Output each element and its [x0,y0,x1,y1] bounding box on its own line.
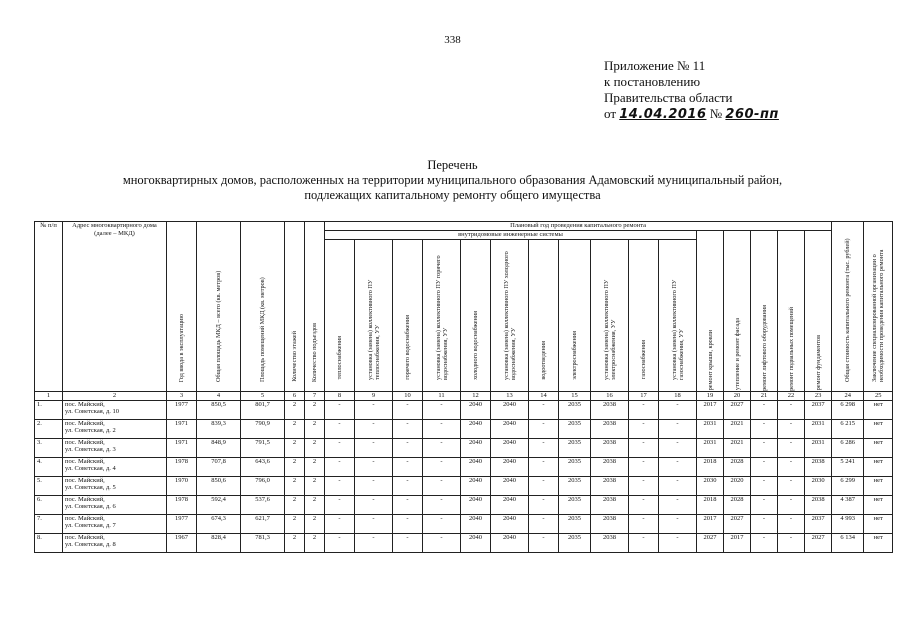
row-cell: 2018 [697,457,724,476]
row-cell: 537,6 [241,495,285,514]
address-line: ул. Советская, д. 8 [65,541,116,548]
row-cell: 2038 [591,514,629,533]
row-cell: - [778,400,805,419]
row-cell: нет [864,533,893,552]
row-cell: - [751,457,778,476]
row-cell: 850,6 [197,476,241,495]
header-floors: Количество этажей [285,222,305,392]
row-cell: - [423,533,461,552]
row-cell: нет [864,457,893,476]
row-cell: 2035 [559,400,591,419]
row-cell: 2040 [491,533,529,552]
row-cell: 2017 [724,533,751,552]
table-row [35,476,893,495]
row-cell: нет [864,476,893,495]
row-cell: 2 [285,476,305,495]
appendix-date-line [604,106,779,123]
row-cell: 2 [305,419,325,438]
row-cell: - [423,438,461,457]
header-sub-gas-meter: установка (замена) коллективного ПУ газоснабжения, УУ [659,239,697,391]
row-cell: - [629,419,659,438]
row-cell: 2038 [591,419,629,438]
row-cell: - [778,514,805,533]
row-cell: 781,3 [241,533,285,552]
row-cell: - [325,495,355,514]
row-address [63,400,167,419]
header-basement: ремонт подвальных помещений [778,230,805,391]
row-cell: 2040 [491,495,529,514]
row-cell: 1977 [167,400,197,419]
row-cell: - [423,476,461,495]
row-number: 4. [35,457,63,476]
table-row [35,400,893,419]
header-sub-heating-meter: установка (замена) коллективного ПУ теплоснабжения, УУ [355,239,393,391]
row-cell: 2040 [491,514,529,533]
row-cell: 2040 [491,438,529,457]
row-cell: 2027 [724,514,751,533]
row-cell: 6 215 [832,419,864,438]
row-cell: 2040 [491,457,529,476]
header-roof: ремонт крыши, кровли [697,230,724,391]
row-cell: - [529,400,559,419]
row-number: 2. [35,419,63,438]
row-cell: нет [864,495,893,514]
address-line: ул. Советская, д. 4 [65,465,116,472]
row-cell: - [325,419,355,438]
row-number: 1. [35,400,63,419]
row-address [63,514,167,533]
row-cell: 5 241 [832,457,864,476]
table-row [35,533,893,552]
row-cell: 1967 [167,533,197,552]
address-line: пос. Майский, [65,514,105,522]
row-cell: 1971 [167,419,197,438]
row-cell: 6 298 [832,400,864,419]
address-line: пос. Майский, [65,419,105,427]
row-cell: 2037 [805,400,832,419]
row-cell: 6 286 [832,438,864,457]
address-line: пос. Майский, [65,533,105,541]
row-cell: 2030 [805,476,832,495]
row-cell: 828,4 [197,533,241,552]
row-cell: - [355,400,393,419]
row-cell: - [778,495,805,514]
row-cell: 6 299 [832,476,864,495]
row-cell: 2038 [591,438,629,457]
row-cell: - [393,400,423,419]
table-row [35,457,893,476]
row-cell: 2 [305,514,325,533]
row-cell: - [659,419,697,438]
row-cell: 2 [305,457,325,476]
row-cell: 2038 [591,476,629,495]
row-cell: - [393,533,423,552]
appendix-line-1: Приложение № 11 [604,58,706,73]
row-cell: - [529,495,559,514]
row-cell: 2035 [559,438,591,457]
column-number-row: 1 2 3 4 5 6 7 8 9 10 11 12 13 14 15 16 17 18 19 20 21 22 23 24 25 [35,391,893,400]
row-cell: - [659,476,697,495]
row-cell: 839,3 [197,419,241,438]
row-cell: 2035 [559,514,591,533]
row-cell: - [325,514,355,533]
appendix-line-2: к постановлению [604,74,701,89]
row-cell: 801,7 [241,400,285,419]
row-cell: 2 [305,476,325,495]
row-cell: 2038 [591,533,629,552]
row-number: 6. [35,495,63,514]
row-cell: 707,8 [197,457,241,476]
row-cell: - [529,476,559,495]
row-cell: 2040 [461,457,491,476]
row-cell: - [325,476,355,495]
header-sub-electricity: электроснабжения [559,239,591,391]
row-cell: 2027 [724,400,751,419]
row-cell: 1978 [167,495,197,514]
row-cell: нет [864,419,893,438]
row-cell: 2038 [591,400,629,419]
row-cell: 2027 [697,533,724,552]
row-cell: - [325,457,355,476]
row-cell: 2 [285,514,305,533]
address-line: пос. Майский, [65,495,105,503]
row-cell: 796,0 [241,476,285,495]
resolution-number: 260-пп [725,107,779,122]
row-cell: 2035 [559,419,591,438]
row-cell: 621,7 [241,514,285,533]
row-cell: 1970 [167,476,197,495]
header-sub-heating: теплоснабжения [325,239,355,391]
row-cell: - [393,438,423,457]
row-cell: 848,9 [197,438,241,457]
row-cell: 2040 [461,419,491,438]
header-cost: Общая стоимость капитального ремонта (тыс. рублей) [832,222,864,392]
row-cell: 2040 [461,495,491,514]
table-row [35,514,893,533]
row-cell: 674,3 [197,514,241,533]
row-cell: 2 [285,400,305,419]
heading-line-2: многоквартирных домов, расположенных на территории муниципального образования Адамовский муниципальный район, [122,173,783,187]
row-cell: 4 993 [832,514,864,533]
header-sub-hot-water: горячего водоснабжения [393,239,423,391]
row-cell: 2028 [724,495,751,514]
row-cell: нет [864,438,893,457]
row-address [63,533,167,552]
row-cell: - [529,514,559,533]
header-entrances: Количество подъездов [305,222,325,392]
header-elevator: ремонт лифтового оборудования [751,230,778,391]
row-cell: 643,6 [241,457,285,476]
row-cell: - [751,419,778,438]
row-cell: 2031 [697,419,724,438]
header-sub-cold-water-meter: установка (замена) коллективного ПУ холодного водоснабжения, УУ [491,239,529,391]
row-cell: 2037 [805,514,832,533]
row-cell: - [529,438,559,457]
row-cell: - [629,400,659,419]
row-cell: 2017 [697,514,724,533]
number-prefix: № [709,106,723,121]
header-sub-electricity-meter: установка (замена) коллективного ПУ электроснабжения, УУ [591,239,629,391]
repair-table [34,221,893,553]
row-cell: 2038 [591,495,629,514]
row-cell: 2028 [724,457,751,476]
header-facade: утепление и ремонт фасада [724,230,751,391]
row-cell: 2 [305,400,325,419]
row-cell: - [659,533,697,552]
row-cell: 2040 [491,419,529,438]
row-cell: - [778,533,805,552]
row-cell: 1971 [167,438,197,457]
row-cell: - [423,400,461,419]
row-number: 8. [35,533,63,552]
row-cell: - [393,457,423,476]
address-line: ул. Советская, д. 10 [65,408,120,415]
row-cell: - [751,438,778,457]
row-cell: 2021 [724,438,751,457]
resolution-date: 14.04.2016 [619,107,707,122]
address-line: ул. Советская, д. 6 [65,503,116,510]
row-cell: - [355,438,393,457]
row-cell: 2 [285,457,305,476]
row-cell: - [423,457,461,476]
row-address [63,457,167,476]
row-cell: 2040 [461,533,491,552]
row-cell: - [659,457,697,476]
row-cell: 2 [305,495,325,514]
row-cell: 2040 [461,476,491,495]
row-cell: - [355,514,393,533]
row-cell: 1977 [167,514,197,533]
row-cell: - [778,457,805,476]
row-cell: - [659,438,697,457]
table-row [35,419,893,438]
row-address [63,438,167,457]
row-cell: 1978 [167,457,197,476]
row-cell: - [659,495,697,514]
row-cell: - [629,533,659,552]
header-sub-cold-water: холодного водоснабжения [461,239,491,391]
row-cell: - [629,495,659,514]
row-number: 3. [35,438,63,457]
row-cell: - [423,514,461,533]
row-cell: - [355,533,393,552]
appendix-line-3: Правительства области [604,90,733,105]
header-planned-year: Плановый год проведения капитального ремонта [325,222,832,231]
page-number: 338 [444,34,461,46]
row-cell: 2040 [491,476,529,495]
row-cell: - [393,476,423,495]
document-heading [0,158,905,203]
row-cell: - [355,457,393,476]
row-cell: 2035 [559,457,591,476]
row-cell: 6 134 [832,533,864,552]
row-cell: - [629,457,659,476]
row-cell: 2040 [461,514,491,533]
header-sub-hot-water-meter: установка (замена) коллективного ПУ горячего водоснабжения, УУ [423,239,461,391]
row-cell: - [778,438,805,457]
address-line: ул. Советская, д. 3 [65,446,116,453]
heading-line-1: Перечень [427,158,478,172]
row-cell: 2 [285,495,305,514]
row-cell: 2040 [461,400,491,419]
row-cell: - [629,438,659,457]
row-cell: - [529,457,559,476]
appendix-block [604,58,779,123]
table-row [35,495,893,514]
row-cell: - [529,533,559,552]
row-cell: 2 [305,533,325,552]
row-cell: 2 [285,438,305,457]
row-cell: - [659,400,697,419]
from-prefix: от [604,106,617,121]
row-cell: 2 [305,438,325,457]
row-cell: - [355,419,393,438]
row-cell: - [659,514,697,533]
header-address: Адрес многоквартирного дома (далее – МКД) [63,222,167,392]
row-cell: нет [864,514,893,533]
row-cell: - [393,419,423,438]
row-cell: - [355,495,393,514]
row-cell: 790,9 [241,419,285,438]
row-cell: - [751,400,778,419]
row-cell: 2 [285,419,305,438]
row-cell: 2017 [697,400,724,419]
row-cell: - [751,533,778,552]
row-cell: - [629,514,659,533]
row-cell: - [355,476,393,495]
address-line: ул. Советская, д. 2 [65,427,116,434]
row-cell: - [423,419,461,438]
header-year: Год ввода в эксплуатацию [167,222,197,392]
address-line: ул. Советская, д. 5 [65,484,116,491]
row-address [63,419,167,438]
header-engineering-systems: внутридомовые инженерные системы [325,230,697,239]
table-row [35,438,893,457]
heading-line-3: подлежащих капитальному ремонту общего имущества [304,188,601,202]
address-line: пос. Майский, [65,457,105,465]
address-line: пос. Майский, [65,476,105,484]
address-line: пос. Майский, [65,438,105,446]
row-cell: 2031 [805,438,832,457]
row-cell: 2027 [805,533,832,552]
row-cell: 2035 [559,495,591,514]
row-number: 5. [35,476,63,495]
row-cell: - [423,495,461,514]
row-cell: 2040 [491,400,529,419]
row-cell: 2035 [559,476,591,495]
header-total-area: Общая площадь МКД – всего (кв. метров) [197,222,241,392]
row-cell: - [778,476,805,495]
address-line: ул. Советская, д. 7 [65,522,116,529]
row-cell: 2038 [805,457,832,476]
row-cell: 2021 [724,419,751,438]
row-cell: - [629,476,659,495]
row-number: 7. [35,514,63,533]
row-address [63,495,167,514]
header-sub-gas: газоснабжения [629,239,659,391]
row-cell: - [751,495,778,514]
row-cell: 2035 [559,533,591,552]
header-sub-drainage: водоотведения [529,239,559,391]
row-cell: 2040 [461,438,491,457]
row-cell: нет [864,400,893,419]
row-cell: 592,4 [197,495,241,514]
row-cell: 2031 [805,419,832,438]
row-cell: - [393,514,423,533]
row-cell: - [751,514,778,533]
row-cell: 2038 [805,495,832,514]
row-cell: - [751,476,778,495]
row-cell: 791,5 [241,438,285,457]
row-cell: - [325,533,355,552]
row-cell: - [325,400,355,419]
row-cell: - [393,495,423,514]
row-cell: 2031 [697,438,724,457]
header-conclusion: Заключение специализированной организации о необходимости проведения капитального ремонта [864,222,893,392]
row-cell: - [778,419,805,438]
row-cell: 2038 [591,457,629,476]
header-foundation: ремонт фундаментов [805,230,832,391]
row-cell: 4 387 [832,495,864,514]
row-cell: - [325,438,355,457]
header-premises-area: Площадь помещений МКД (кв. метров) [241,222,285,392]
row-cell: - [529,419,559,438]
row-cell: 2030 [697,476,724,495]
row-cell: 2 [285,533,305,552]
header-num: № п/п [35,222,63,392]
address-line: пос. Майский, [65,400,105,408]
row-cell: 2020 [724,476,751,495]
row-address [63,476,167,495]
row-cell: 2018 [697,495,724,514]
row-cell: 850,5 [197,400,241,419]
table-body [35,400,893,552]
